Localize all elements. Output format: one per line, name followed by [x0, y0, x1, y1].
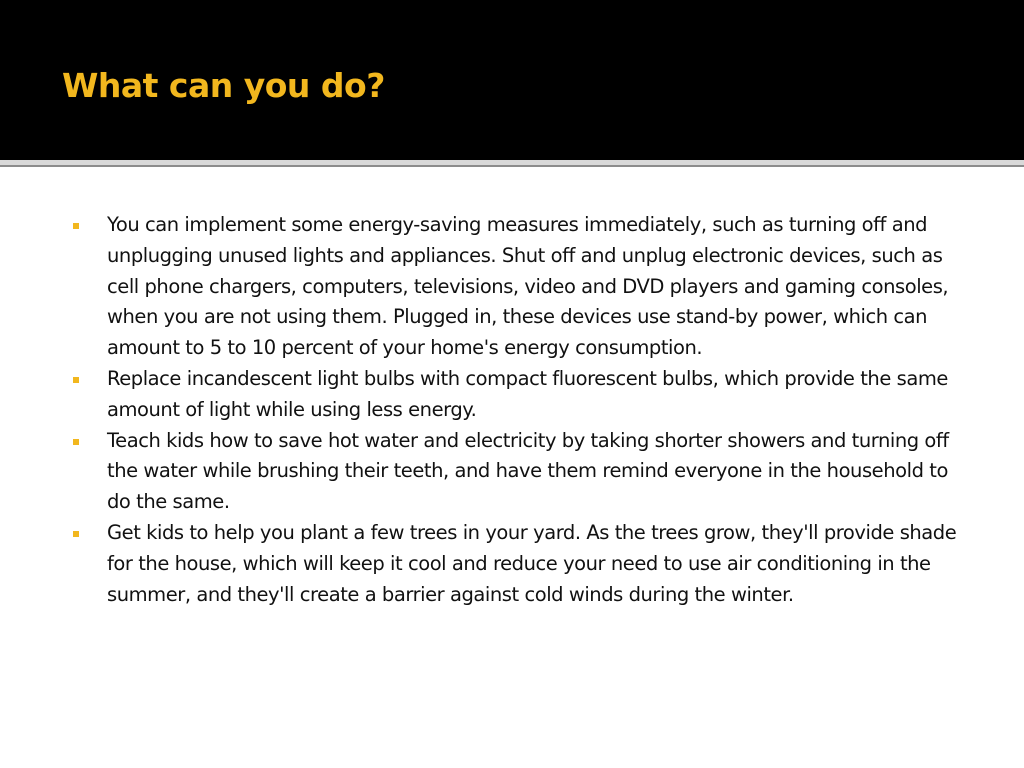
bullet-text: Get kids to help you plant a few trees in your yard. As the trees grow, they'll provide shade for the house, which will keep it cool and reduce your need to use air conditioning in the summer, and they'll create a barrier against cold winds during the winter.	[107, 520, 957, 606]
bullet-text: Replace incandescent light bulbs with compact fluorescent bulbs, which provide the same amount of light while using less energy.	[107, 366, 948, 421]
bullet-item-3	[73, 426, 963, 518]
bullet-square-icon	[73, 223, 79, 229]
bullet-item-1	[73, 210, 963, 364]
bullet-square-icon	[73, 377, 79, 383]
title-band	[0, 0, 1024, 160]
bullet-square-icon	[73, 531, 79, 537]
title-divider-dark	[0, 165, 1024, 167]
bullet-text: Teach kids how to save hot water and electricity by taking shorter showers and turning off the water while brushing their teeth, and have them remind everyone in the household to do the same.	[107, 428, 949, 514]
bullet-item-4	[73, 518, 963, 610]
bullet-square-icon	[73, 439, 79, 445]
bullet-item-2	[73, 364, 963, 426]
bullet-text: You can implement some energy-saving measures immediately, such as turning off and unplugging unused lights and appliances. Shut off and unplug electronic devices, such as cell phone chargers, computers, televisions, video and DVD players and gaming consoles, when you are not using them. Plugged in, these devices use stand-by power, which can amount to 5 to 10 percent of your home's energy consumption.	[107, 213, 949, 360]
slide-title: What can you do?	[62, 66, 385, 105]
bullet-list	[73, 210, 963, 610]
